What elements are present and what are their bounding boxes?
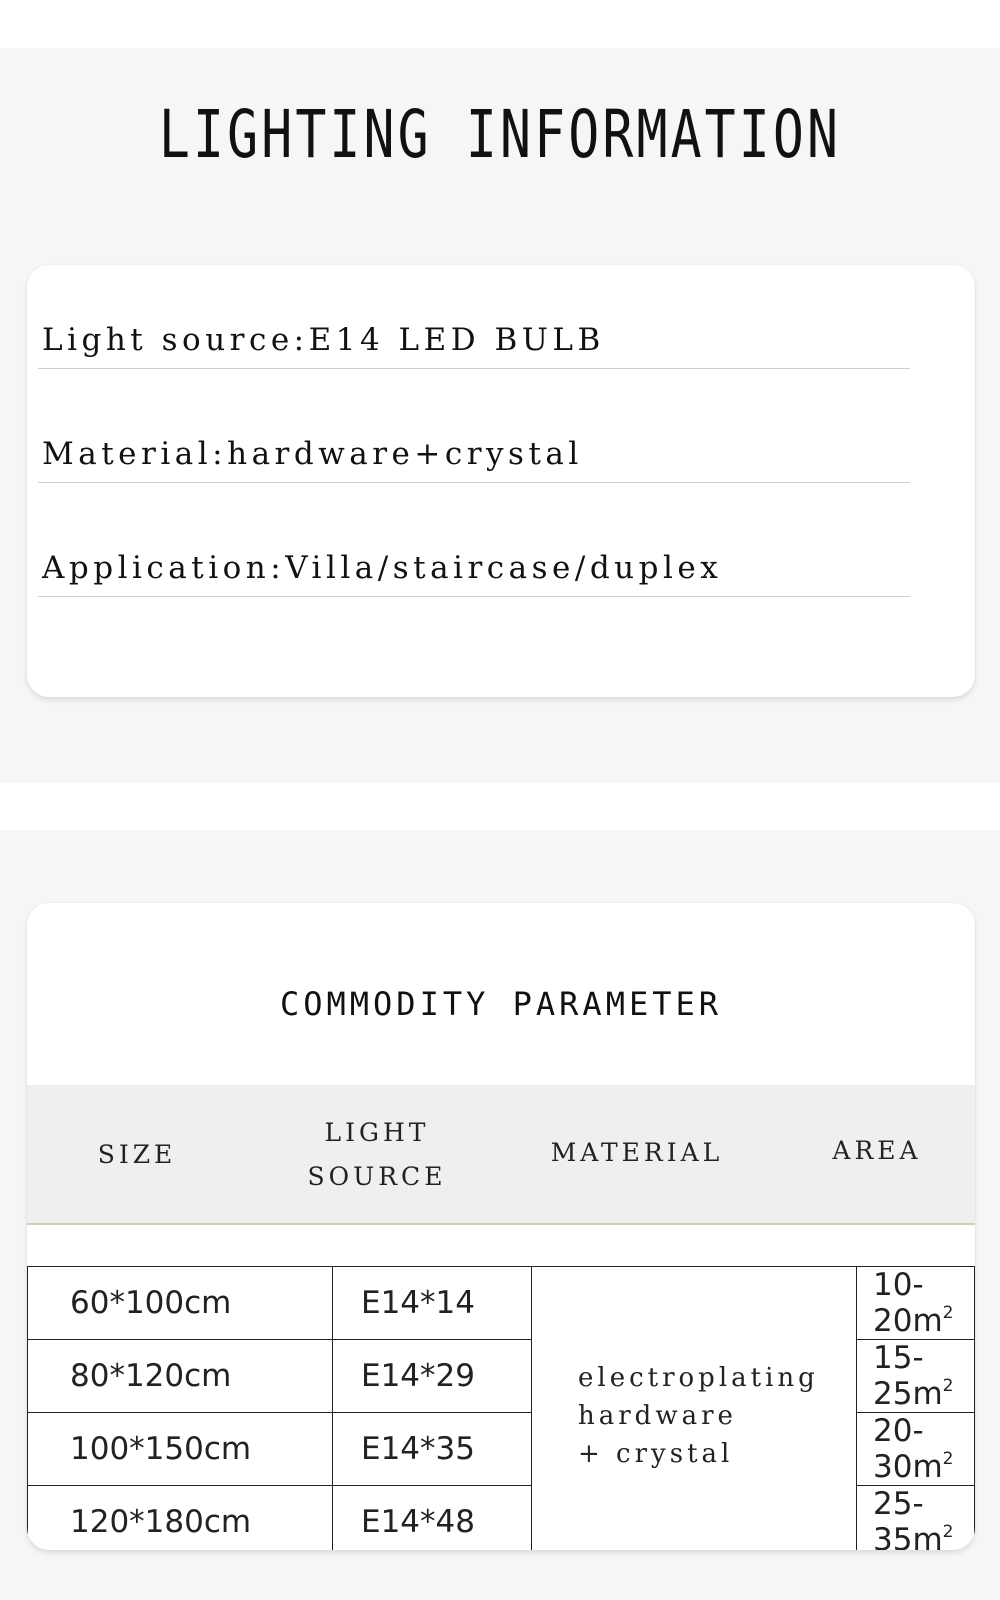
light-cell: E14*14 [333, 1267, 532, 1340]
table-row [28, 1267, 975, 1340]
size-cell: 60*100cm [28, 1267, 333, 1340]
area-cell: $15-25m^2$ [857, 1340, 975, 1413]
size-cell: 80*120cm [28, 1340, 333, 1413]
area-cell: $20-30m^2$ [857, 1413, 975, 1486]
header-area: AREA [832, 1136, 922, 1165]
commodity-parameter-card [27, 903, 975, 1550]
material-row [38, 382, 910, 483]
size-cell: 100*150cm [28, 1413, 333, 1486]
header-material: MATERIAL [550, 1138, 724, 1167]
light-source-text: Light source:E14 LED BULB [42, 322, 605, 358]
header-light-line1: LIGHT [324, 1118, 430, 1147]
material-value: electroplating hardware + crystal [578, 1362, 819, 1469]
lighting-information-title: LIGHTING INFORMATION [158, 96, 842, 173]
table-header [27, 1085, 975, 1225]
area-cell: $10-20m^2$ [857, 1267, 975, 1340]
header-light-line2: SOURCE [307, 1162, 447, 1191]
header-size: SIZE [97, 1140, 177, 1169]
parameter-table [27, 1266, 975, 1550]
light-cell: E14*35 [333, 1413, 532, 1486]
material-text: Material:hardware+crystal [42, 436, 583, 472]
area-cell: $25-35m^2$ [857, 1486, 975, 1551]
size-cell: 120*180cm [28, 1486, 333, 1551]
material-cell [532, 1267, 857, 1551]
application-text: Application:Villa/staircase/duplex [42, 550, 723, 586]
light-source-row [38, 268, 910, 369]
header-light-source [297, 1111, 457, 1199]
light-cell: E14*48 [333, 1486, 532, 1551]
application-row [38, 496, 910, 597]
light-cell: E14*29 [333, 1340, 532, 1413]
commodity-parameter-title: COMMODITY PARAMETER [279, 985, 723, 1023]
